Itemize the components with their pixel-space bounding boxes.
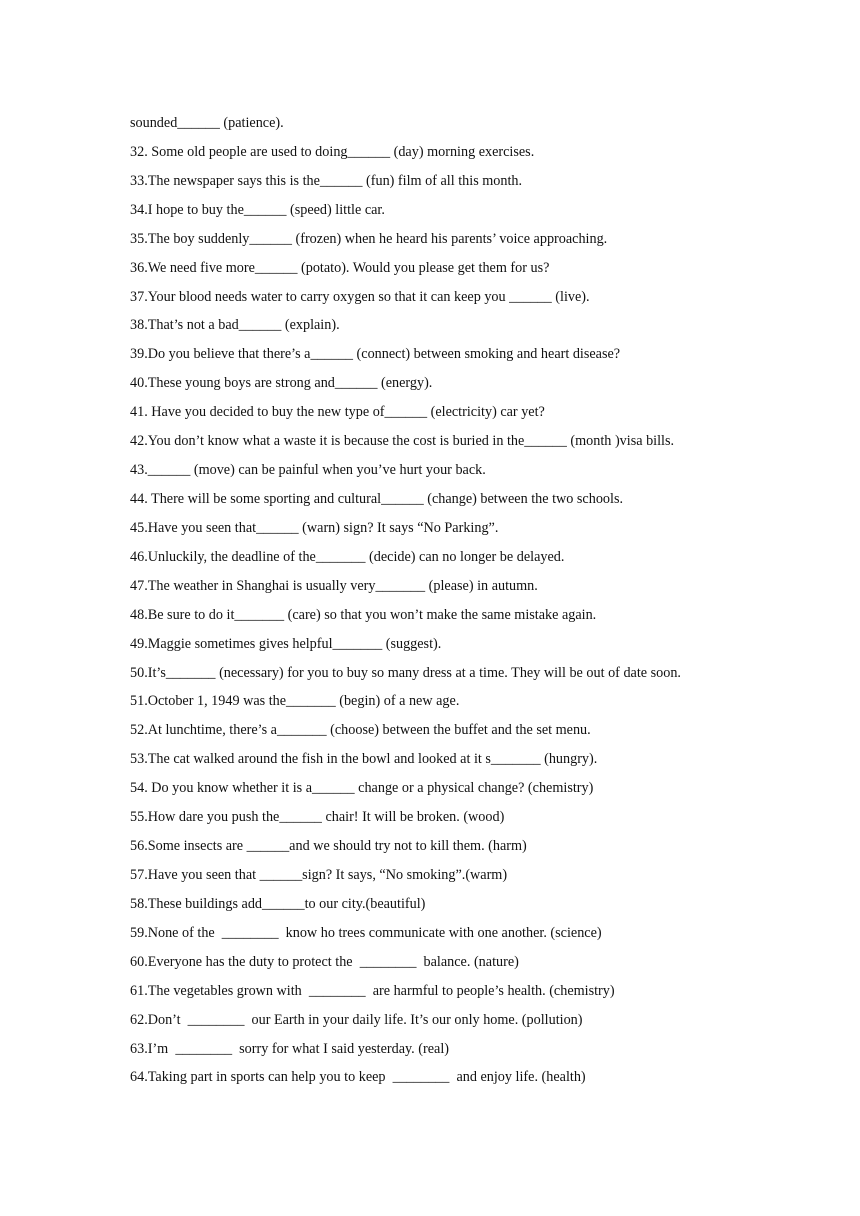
exercise-line: 34.I hope to buy the______ (speed) little car.: [130, 201, 385, 218]
exercise-line: 54. Do you know whether it is a______ change or a physical change? (chemistry): [130, 780, 594, 797]
exercise-line: 36.We need five more______ (potato). Would you please get them for us?: [130, 259, 550, 276]
exercise-line: 52.At lunchtime, there’s a_______ (choose) between the buffet and the set menu.: [130, 722, 591, 739]
exercise-line: 58.These buildings add______to our city.(beautiful): [130, 895, 426, 912]
exercise-line: 56.Some insects are ______and we should try not to kill them. (harm): [130, 838, 527, 855]
exercise-line: 39.Do you believe that there’s a______ (connect) between smoking and heart disease?: [130, 346, 621, 363]
exercise-line: 43.______ (move) can be painful when you’ve hurt your back.: [130, 462, 486, 479]
exercise-line: 41. Have you decided to buy the new type of______ (electricity) car yet?: [130, 404, 545, 421]
exercise-line: sounded______ (patience).: [130, 115, 284, 131]
exercise-line: 61.The vegetables grown with ________ are harmful to people’s health. (chemistry): [130, 982, 615, 999]
exercise-line: 32. Some old people are used to doing______ (day) morning exercises.: [130, 143, 535, 160]
exercise-line: 53.The cat walked around the fish in the bowl and looked at it s_______ (hungry).: [130, 751, 598, 768]
exercise-line: 33.The newspaper says this is the______ (fun) film of all this month.: [130, 172, 523, 189]
exercise-line: 57.Have you seen that ______sign? It says, “No smoking”.(warm): [130, 866, 508, 883]
exercise-line: 47.The weather in Shanghai is usually very_______ (please) in autumn.: [130, 577, 538, 594]
exercise-line: 48.Be sure to do it_______ (care) so that you won’t make the same mistake again.: [130, 606, 597, 623]
exercise-line: 62.Don’t ________ our Earth in your daily life. It’s our only home. (pollution): [130, 1011, 583, 1028]
exercise-line: 42.You don’t know what a waste it is because the cost is buried in the______ (month )visa bills.: [130, 433, 675, 450]
exercise-line: 63.I’m ________ sorry for what I said yesterday. (real): [130, 1040, 449, 1057]
exercise-line: 59.None of the ________ know ho trees communicate with one another. (science): [130, 924, 602, 941]
exercise-line: 50.It’s_______ (necessary) for you to buy so many dress at a time. They will be out of date soon.: [130, 664, 681, 681]
exercise-line: 55.How dare you push the______ chair! It will be broken. (wood): [130, 809, 505, 826]
exercise-line: 51.October 1, 1949 was the_______ (begin) of a new age.: [130, 693, 460, 710]
exercise-line: 45.Have you seen that______ (warn) sign? It says “No Parking”.: [130, 519, 499, 536]
exercise-line: 49.Maggie sometimes gives helpful_______ (suggest).: [130, 635, 442, 652]
exercise-list: [130, 113, 830, 1096]
exercise-line: 44. There will be some sporting and cultural______ (change) between the two schools.: [130, 490, 624, 507]
exercise-line: 38.That’s not a bad______ (explain).: [130, 317, 340, 334]
exercise-line: 64.Taking part in sports can help you to keep ________ and enjoy life. (health): [130, 1069, 586, 1086]
exercise-line: 35.The boy suddenly______ (frozen) when he heard his parents’ voice approaching.: [130, 230, 608, 247]
exercise-line: 37.Your blood needs water to carry oxygen so that it can keep you ______ (live).: [130, 288, 590, 305]
exercise-line: 60.Everyone has the duty to protect the ________ balance. (nature): [130, 953, 519, 970]
exercise-line: 40.These young boys are strong and______ (energy).: [130, 375, 433, 392]
exercise-line: 46.Unluckily, the deadline of the_______ (decide) can no longer be delayed.: [130, 548, 565, 565]
